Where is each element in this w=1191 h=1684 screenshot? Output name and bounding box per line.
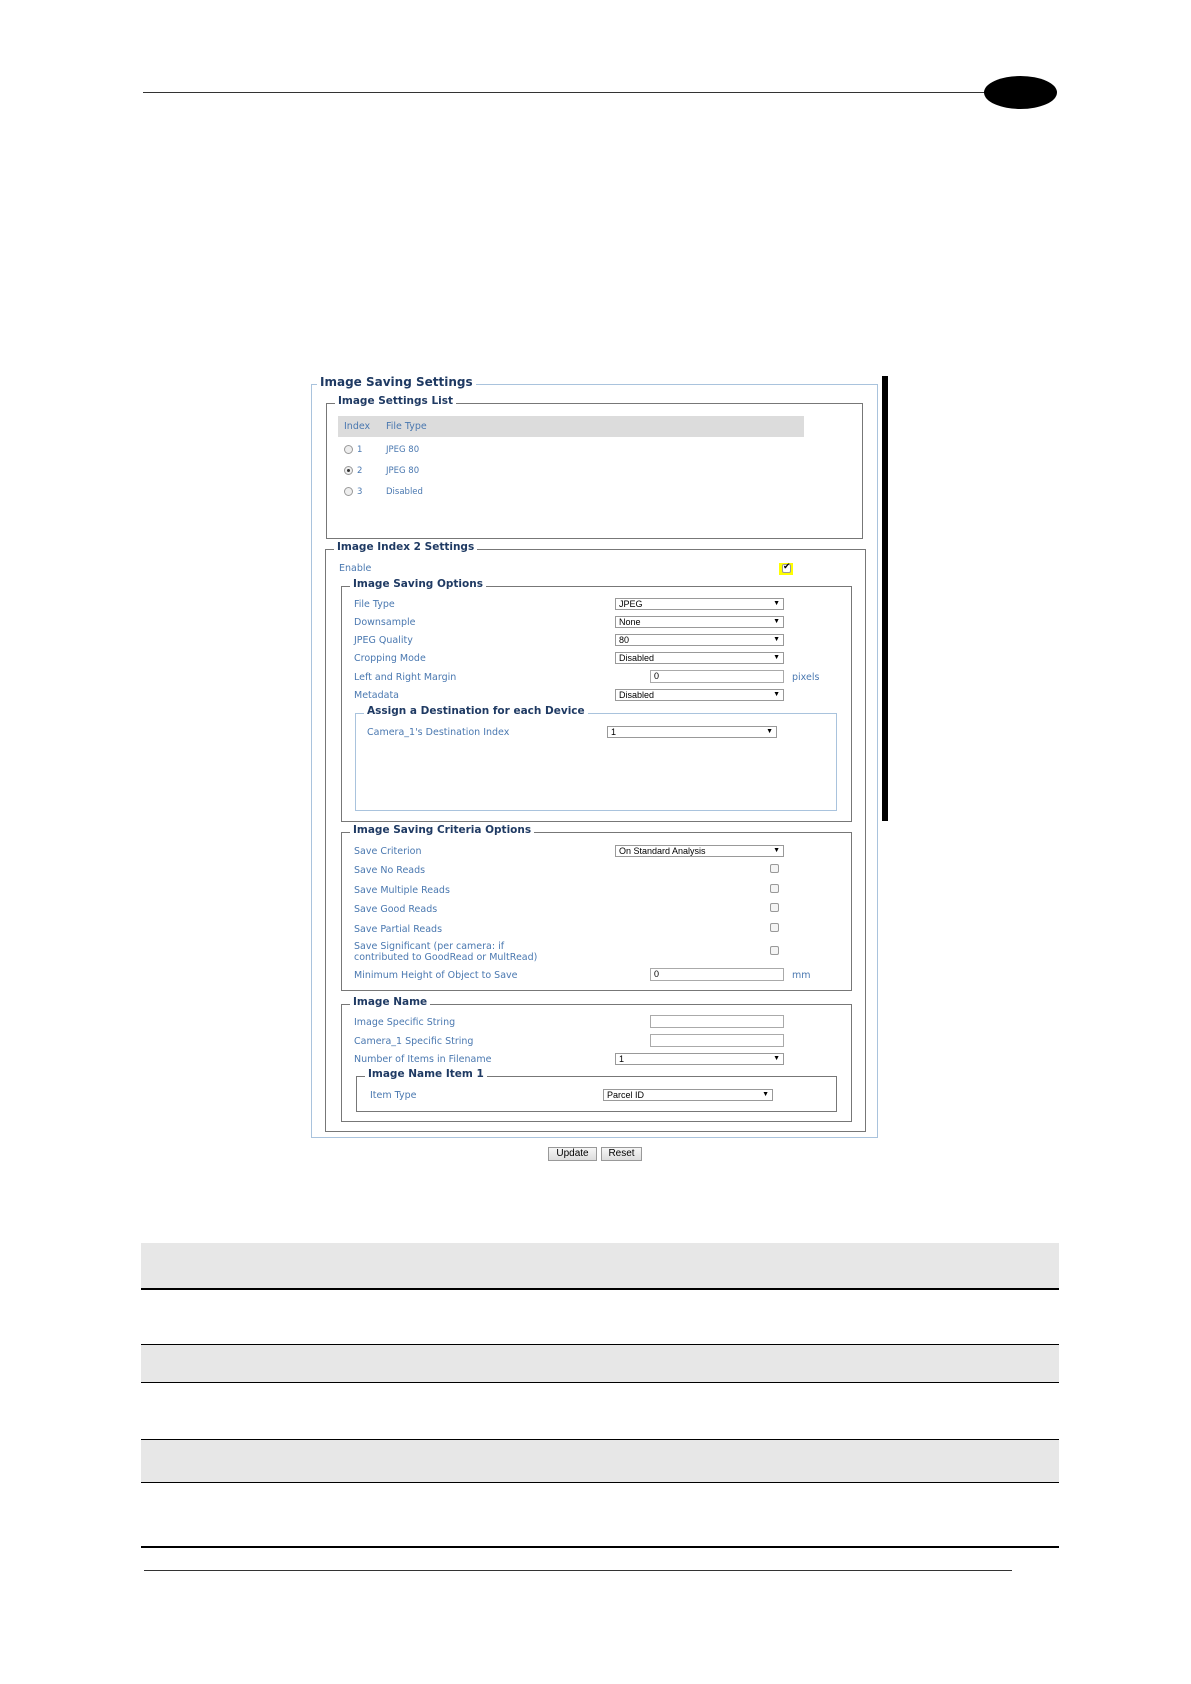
row-1-index: 1	[357, 445, 363, 455]
save-partial-reads-label: Save Partial Reads	[354, 924, 443, 935]
update-button[interactable]: Update	[548, 1147, 597, 1161]
camera-specific-string-input[interactable]	[650, 1034, 784, 1047]
row-2-file-type: JPEG 80	[386, 466, 420, 476]
cropping-mode-label: Cropping Mode	[354, 653, 426, 664]
table-row-shaded	[141, 1345, 1059, 1382]
enable-checkbox[interactable]: ✔	[783, 562, 791, 572]
item-type-label: Item Type	[370, 1090, 417, 1101]
file-type-label: File Type	[354, 599, 395, 610]
table-rule	[141, 1382, 1059, 1383]
table-row-shaded	[141, 1440, 1059, 1482]
image-specific-string-label: Image Specific String	[354, 1017, 456, 1028]
col-index-header: Index	[344, 421, 371, 432]
row-2-index: 2	[357, 466, 363, 476]
jpeg-quality-select[interactable]	[615, 634, 784, 646]
file-type-select[interactable]	[615, 598, 784, 610]
downsample-select[interactable]	[615, 616, 784, 628]
camera-specific-string-label: Camera_1 Specific String	[354, 1036, 474, 1047]
chevron-down-icon: ▼	[773, 600, 780, 607]
chevron-down-icon: ▼	[773, 691, 780, 698]
margin-input[interactable]: 0	[650, 670, 784, 683]
num-items-label: Number of Items in Filename	[354, 1054, 492, 1065]
save-criterion-select[interactable]	[615, 845, 784, 857]
destination-legend: Assign a Destination for each Device	[364, 705, 588, 717]
chevron-down-icon: ▼	[762, 1091, 769, 1098]
min-height-unit: mm	[792, 970, 811, 981]
cropping-mode-select[interactable]	[615, 652, 784, 664]
row-3-radio[interactable]	[344, 487, 353, 496]
save-criterion-value: On Standard Analysis	[619, 846, 706, 856]
cropping-mode-value: Disabled	[619, 653, 655, 663]
save-no-reads-checkbox[interactable]	[770, 864, 779, 873]
chevron-down-icon: ▼	[766, 728, 773, 735]
metadata-label: Metadata	[354, 690, 399, 701]
metadata-value: Disabled	[619, 690, 655, 700]
save-significant-label-cont: contributed to GoodRead or MultRead)	[354, 952, 538, 963]
camera-destination-value: 1	[611, 727, 617, 737]
footer-rule	[144, 1570, 1012, 1571]
table-header-row	[141, 1243, 1059, 1288]
row-3-file-type: Disabled	[386, 487, 423, 497]
save-criterion-label: Save Criterion	[354, 846, 422, 857]
chapter-tab	[984, 76, 1057, 109]
min-height-input[interactable]: 0	[650, 968, 784, 981]
file-type-value: JPEG	[619, 599, 643, 609]
save-no-reads-label: Save No Reads	[354, 865, 426, 876]
reset-button[interactable]: Reset	[601, 1147, 642, 1161]
save-significant-checkbox[interactable]	[770, 946, 779, 955]
margin-unit: pixels	[792, 672, 820, 683]
min-height-label: Minimum Height of Object to Save	[354, 970, 518, 981]
item-type-value: Parcel ID	[607, 1090, 645, 1100]
screenshot-edge-bar	[882, 376, 888, 821]
save-multiple-reads-checkbox[interactable]	[770, 884, 779, 893]
margin-label: Left and Right Margin	[354, 672, 457, 683]
item-type-select[interactable]	[603, 1089, 773, 1101]
metadata-select[interactable]	[615, 689, 784, 701]
save-partial-reads-checkbox[interactable]	[770, 923, 779, 932]
table-rule	[141, 1482, 1059, 1483]
save-significant-label: Save Significant (per camera: if	[354, 941, 505, 952]
header-rule	[143, 92, 985, 93]
saving-options-legend: Image Saving Options	[350, 578, 486, 590]
num-items-value: 1	[619, 1054, 625, 1064]
downsample-label: Downsample	[354, 617, 416, 628]
image-name-legend: Image Name	[350, 996, 430, 1008]
chevron-down-icon: ▼	[773, 847, 780, 854]
chevron-down-icon: ▼	[773, 618, 780, 625]
chevron-down-icon: ▼	[773, 654, 780, 661]
table-rule	[141, 1546, 1059, 1548]
save-multiple-reads-label: Save Multiple Reads	[354, 885, 450, 896]
save-good-reads-checkbox[interactable]	[770, 903, 779, 912]
index-settings-legend: Image Index 2 Settings	[334, 541, 477, 553]
criteria-legend: Image Saving Criteria Options	[350, 824, 534, 836]
camera-destination-select[interactable]	[607, 726, 777, 738]
enable-label: Enable	[339, 563, 372, 574]
name-item-legend: Image Name Item 1	[365, 1068, 487, 1080]
row-1-radio[interactable]	[344, 445, 353, 454]
col-file-type-header: File Type	[386, 421, 427, 432]
downsample-value: None	[619, 617, 641, 627]
table-rule	[141, 1288, 1059, 1290]
num-items-select[interactable]	[615, 1053, 784, 1065]
row-3-index: 3	[357, 487, 363, 497]
chevron-down-icon: ▼	[773, 636, 780, 643]
save-good-reads-label: Save Good Reads	[354, 904, 438, 915]
row-1-file-type: JPEG 80	[386, 445, 420, 455]
row-2-radio[interactable]	[344, 466, 353, 475]
image-specific-string-input[interactable]	[650, 1015, 784, 1028]
settings-list-legend: Image Settings List	[335, 395, 456, 407]
panel-title: Image Saving Settings	[317, 375, 476, 389]
chevron-down-icon: ▼	[773, 1055, 780, 1062]
jpeg-quality-value: 80	[619, 635, 630, 645]
camera-destination-label: Camera_1's Destination Index	[367, 727, 510, 738]
jpeg-quality-label: JPEG Quality	[354, 635, 413, 646]
